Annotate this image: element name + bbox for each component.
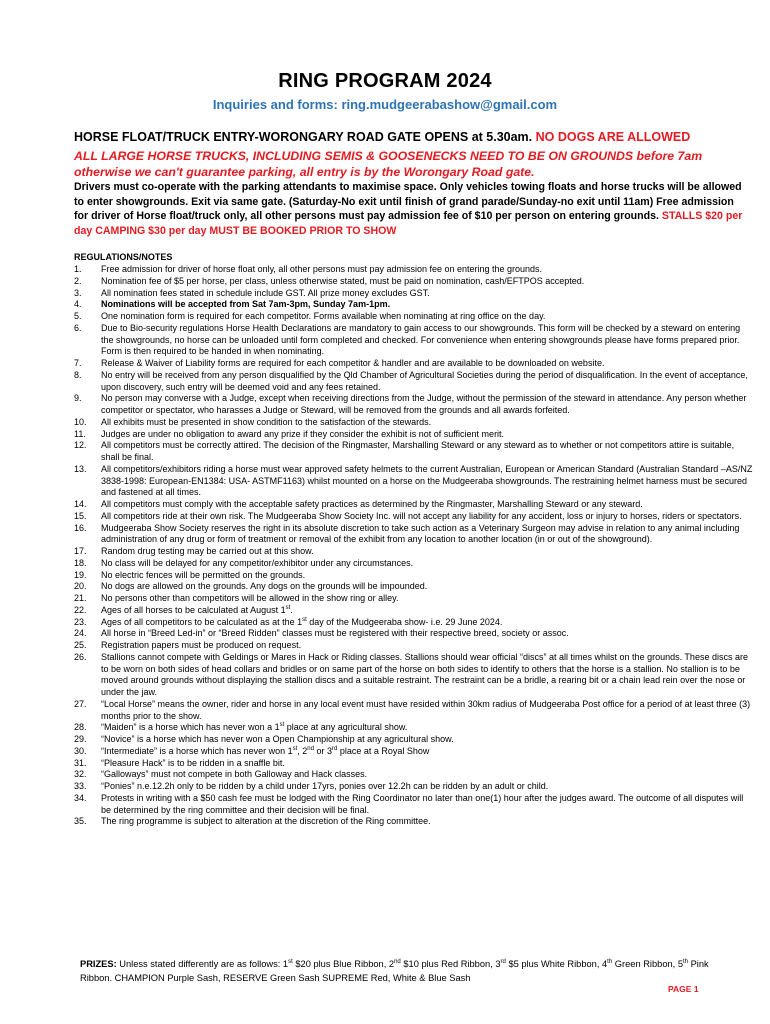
- regulation-number: 29.: [74, 734, 87, 744]
- regulation-number: 31.: [74, 757, 87, 768]
- regulation-number: 7.: [74, 358, 82, 368]
- regulation-number: 13.: [74, 463, 87, 474]
- regulation-number: 6.: [74, 322, 82, 333]
- regulation-text: “Maiden” is a horse which has never won a 1st place at any agricultural show.: [101, 722, 408, 733]
- no-dogs-notice: NO DOGS ARE ALLOWED: [535, 130, 691, 144]
- regulation-text: No dogs are allowed on the grounds. Any dogs on the grounds will be impounded.: [101, 581, 428, 592]
- regulation-item: [74, 558, 754, 570]
- regulation-text: All nomination fees stated in schedule include GST. All prize money excludes GST.: [101, 287, 430, 298]
- regulation-number: 33.: [74, 781, 87, 791]
- regulation-text: Mudgeeraba Show Society reserves the right in its absolute discretion to take such action as a Veterinary Surgeon may advise in relation to any animal including administration of any drug or form of treatment or removal of the exhibit from any location to another location (in or out of the showground).: [101, 522, 740, 545]
- regulation-item: [74, 617, 754, 629]
- regulation-text: Due to Bio-security regulations Horse Health Declarations are mandatory to gain access to our showgrounds. This form will be checked by a steward on entering the showgrounds, no horse can be unloaded until form completed and checked. For convenience when entering showgrounds please have forms prepared prior. Form is then required to be handed in when nominating.: [101, 322, 741, 357]
- regulation-item: [74, 264, 754, 276]
- regulation-item: [74, 734, 754, 746]
- regulation-number: 18.: [74, 557, 87, 568]
- regulation-item: [74, 781, 754, 793]
- drivers-notice-text: Drivers must co-operate with the parking attendants to maximise space. Only vehicles towing floats and horse trucks will be allowed to enter showgrounds. Exit via same gate. (Saturday-No exit until finish of grand parade/Sunday-no exit until 11am) Free admission for driver of Horse float/truck only, all other persons must pay admission fee of $10 per person on entering grounds.: [74, 181, 742, 222]
- regulation-item: [74, 793, 754, 817]
- regulation-item: [74, 511, 754, 523]
- regulation-text: “Pleasure Hack” is to be ridden in a snaffle bit.: [101, 757, 285, 768]
- regulation-number: 27.: [74, 698, 87, 709]
- regulation-item: [74, 816, 754, 828]
- regulation-number: 4.: [74, 299, 82, 310]
- regulation-number: 32.: [74, 769, 87, 780]
- regulation-item: [74, 570, 754, 582]
- prizes-text: Unless stated differently are as follows: 1st $20 plus Blue Ribbon, 2nd $10 plus Red Ribbon, 3rd $5 plus White Ribbon, 4th Green Ribbon, 5th Pink Ribbon. CHAMPION Purple Sash, RESERVE Green Sash SUPREME Red, White & Blue Sash: [80, 958, 709, 983]
- regulation-text: Judges are under no obligation to award any prize if they consider the exhibit is not of sufficient merit.: [101, 428, 505, 439]
- regulation-item: [74, 358, 754, 370]
- regulations-heading: REGULATIONS/NOTES: [74, 252, 173, 262]
- trucks-notice: ALL LARGE HORSE TRUCKS, INCLUDING SEMIS & GOOSENECKS NEED TO BE ON GROUNDS before 7am otherwise we can't guarantee parking, all entry is by the Worongary Road gate.: [74, 149, 703, 179]
- regulation-item: [74, 464, 754, 499]
- regulation-text: All horse in “Breed Led-in” or “Breed Ridden” classes must be registered with their respective breed, society or assoc.: [101, 628, 569, 639]
- regulation-item: [74, 652, 754, 699]
- regulation-item: [74, 581, 754, 593]
- regulation-item: [74, 417, 754, 429]
- regulation-item: [74, 722, 754, 734]
- regulation-item: [74, 593, 754, 605]
- regulation-number: 17.: [74, 546, 87, 556]
- regulation-number: 24.: [74, 628, 87, 639]
- regulation-number: 25.: [74, 640, 87, 650]
- prizes-section: [80, 958, 740, 985]
- regulation-text: “Local Horse” means the owner, rider and horse in any local event must have resided within 30km radius of Mudgeeraba Post office for a period of at least three (3) months prior to the show.: [101, 698, 751, 721]
- regulation-item: [74, 299, 754, 311]
- regulations-list: [74, 264, 754, 828]
- regulation-number: 9.: [74, 393, 82, 404]
- regulation-text: “Intermediate” is a horse which has never won 1st, 2nd or 3rd place at a Royal Show: [101, 745, 430, 756]
- regulation-number: 34.: [74, 792, 87, 803]
- regulation-item: [74, 393, 754, 417]
- regulation-text: Nominations will be accepted from Sat 7am-3pm, Sunday 7am-1pm.: [101, 299, 391, 310]
- regulation-item: [74, 523, 754, 547]
- regulation-number: 21.: [74, 593, 87, 603]
- regulation-text: Random drug testing may be carried out at this show.: [101, 546, 314, 556]
- regulation-text: “Ponies” n.e.12.2h only to be ridden by a child under 17yrs, ponies over 12.2h can be ridden by an adult or child.: [101, 781, 549, 791]
- regulation-text: All competitors ride at their own risk. The Mudgeeraba Show Society Inc. will not accept any liability for any accident, loss or injury to horses, riders or spectators.: [101, 510, 742, 521]
- regulation-text: The ring programme is subject to alteration at the discretion of the Ring committee.: [101, 816, 431, 827]
- regulation-item: [74, 440, 754, 464]
- regulation-number: 8.: [74, 369, 82, 380]
- regulation-text: No persons other than competitors will be allowed in the show ring or alley.: [101, 593, 399, 603]
- stalls-camping-notice: STALLS $20 per day CAMPING $30 per day MUST BE BOOKED PRIOR TO SHOW: [74, 210, 743, 237]
- regulation-text: All competitors must be correctly attired. The decision of the Ringmaster, Marshalling Steward or any steward as to whether or not competitors attire is suitable, shall be final.: [101, 440, 735, 462]
- inquiries-line: Inquiries and forms: ring.mudgeerabashow@gmail.com: [212, 97, 558, 112]
- regulation-item: [74, 628, 754, 640]
- regulation-text: “Novice” is a horse which has never won a Open Championship at any agricultural show.: [101, 734, 454, 744]
- regulation-number: 19.: [74, 569, 87, 580]
- regulation-item: [74, 429, 754, 441]
- regulation-item: [74, 758, 754, 770]
- regulation-item: [74, 499, 754, 511]
- regulation-number: 11.: [74, 428, 86, 439]
- regulation-text: Ages of all horses to be calculated at August 1st.: [101, 604, 293, 615]
- regulation-text: Ages of all competitors to be calculated as at the 1st day of the Mudgeeraba show- i.e. 29 June 2024.: [101, 616, 503, 627]
- regulation-text: Release & Waiver of Liability forms are required for each competitor & handler and are available to be downloaded on website.: [101, 358, 605, 368]
- regulation-item: [74, 323, 754, 358]
- regulation-number: 1.: [74, 264, 82, 274]
- regulation-number: 22.: [74, 604, 87, 615]
- regulation-item: [74, 288, 754, 300]
- regulation-item: [74, 746, 754, 758]
- page-number: PAGE 1: [668, 984, 699, 994]
- drivers-notice: [74, 180, 744, 238]
- regulation-number: 10.: [74, 416, 87, 427]
- regulation-item: [74, 370, 754, 394]
- regulation-number: 5.: [74, 311, 82, 321]
- regulation-item: [74, 276, 754, 288]
- prizes-label: PRIZES:: [80, 959, 117, 969]
- regulation-item: [74, 311, 754, 323]
- regulation-text: Nomination fee of $5 per horse, per class, unless otherwise stated, must be paid on nomination, cash/EFTPOS accepted.: [101, 275, 585, 286]
- regulation-text: Registration papers must be produced on request.: [101, 640, 302, 650]
- regulation-item: [74, 640, 754, 652]
- regulation-text: All competitors must comply with the acceptable safety practices as determined by the Ringmaster, Marshalling Steward or any steward.: [101, 499, 643, 509]
- gate-opening-text: HORSE FLOAT/TRUCK ENTRY-WORONGARY ROAD GATE OPENS at 5.30am.: [74, 130, 533, 144]
- regulation-number: 2.: [74, 275, 82, 286]
- regulation-item: [74, 699, 754, 723]
- regulation-number: 15.: [74, 510, 87, 521]
- regulation-text: Protests in writing with a $50 cash fee must be lodged with the Ring Coordinator no later than one(1) hour after the judges award. The outcome of all disputes will be determined by the ring committee and their decision will be final.: [101, 792, 744, 815]
- regulation-text: “Galloways” must not compete in both Galloway and Hack classes.: [101, 769, 368, 780]
- regulation-number: 14.: [74, 499, 87, 509]
- regulation-text: No electric fences will be permitted on the grounds.: [101, 569, 306, 580]
- regulation-number: 12.: [74, 440, 87, 451]
- regulation-text: Free admission for driver of horse float only, all other persons must pay admission fee on entering the grounds.: [101, 264, 543, 274]
- regulation-text: No class will be delayed for any competitor/exhibitor under any circumstances.: [101, 557, 414, 568]
- regulation-item: [74, 546, 754, 558]
- regulation-number: 28.: [74, 722, 87, 733]
- regulation-text: All competitors/exhibitors riding a horse must wear approved safety helmets to the current Australian, European or American Standard (Australian Standard –AS/NZ 3838-1998: European-EN1384: USA- ASTMF1163) whilst mounted on a horse on the Mudgeeraba showgrounds. The restraining helmet harness must be secured and fastened at all times.: [101, 463, 753, 498]
- regulation-text: No person may converse with a Judge, except when receiving directions from the Judge, without the permission of the steward in attendance. Any person whether competitor or spectator, who harasses a Judge or Steward, will be removed from the grounds and all awards forfeited.: [101, 393, 747, 415]
- regulation-number: 16.: [74, 522, 87, 533]
- regulation-number: 26.: [74, 651, 87, 662]
- float-entry-line: [74, 130, 690, 144]
- regulation-text: All exhibits must be presented in show condition to the satisfaction of the stewards.: [101, 416, 432, 427]
- regulation-number: 30.: [74, 745, 87, 756]
- regulation-text: Stallions cannot compete with Geldings or Mares in Hack or Riding classes. Stallions should wear official “discs” at all times whilst on the grounds. These discs are to be worn on both sides of head collars and bridles or on same part of the horse on both sides to identify to others that the horse is a stallion. No stallion is to be moved around grounds without displaying the stallion discs and a suitable restraint. The restraint can be a bridle, a rearing bit or a chain lead rein over the nose or under the jaw.: [101, 651, 748, 697]
- regulation-item: [74, 769, 754, 781]
- regulation-number: 3.: [74, 287, 82, 298]
- regulation-item: [74, 605, 754, 617]
- regulation-number: 23.: [74, 616, 87, 627]
- regulation-text: One nomination form is required for each competitor. Forms available when nominating at ring office on the day.: [101, 311, 546, 321]
- regulation-number: 20.: [74, 581, 87, 592]
- page-title: RING PROGRAM 2024: [278, 70, 492, 92]
- regulation-number: 35.: [74, 816, 87, 827]
- regulation-text: No entry will be received from any person disqualified by the Qld Chamber of Agricultural Societies during the period of disqualification. In the event of acceptance, upon discovery, such entry will be deemed void and any fees retained.: [101, 369, 748, 392]
